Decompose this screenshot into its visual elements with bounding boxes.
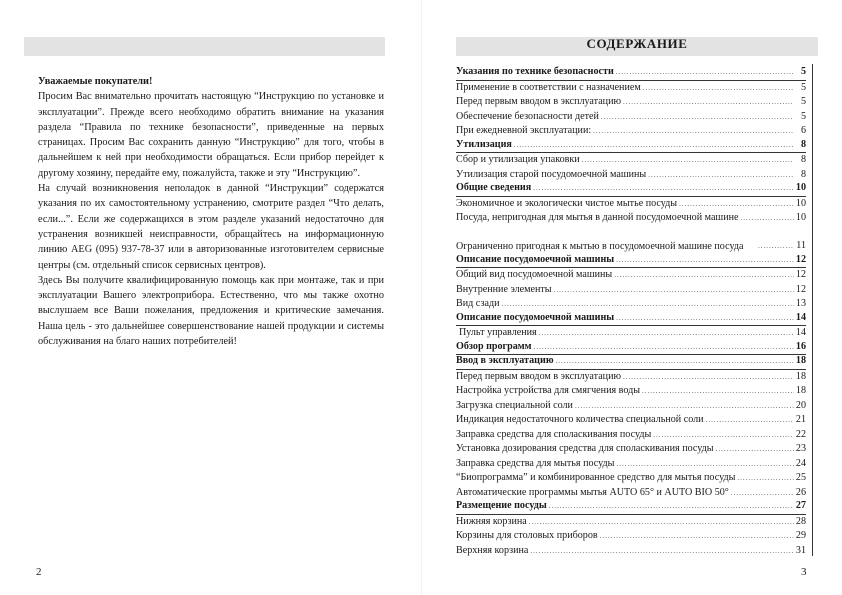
toc-entry [456, 168, 806, 183]
greeting-heading: Уважаемые покупатели! [38, 76, 153, 87]
toc-entry-label: Применение в соответствии с назначением [456, 81, 641, 93]
toc-entry-label: Корзины для столовых приборов [456, 530, 598, 541]
toc-entry [456, 471, 806, 486]
toc-leader-dots [653, 428, 794, 443]
left-header-bar [24, 37, 385, 56]
toc-entry-label: Указания по технике безопасности [456, 66, 614, 77]
toc-leader-dots [758, 239, 794, 254]
toc-entry-label: Ввод в эксплуатацию [456, 355, 554, 366]
toc-entry [456, 326, 806, 341]
toc-entry-page: 14 [795, 311, 806, 323]
toc-leader-dots [556, 354, 794, 369]
toc-leader-dots [554, 283, 794, 298]
toc-entry-page: 23 [795, 443, 806, 454]
toc-entry [456, 515, 806, 530]
toc-entry [456, 428, 806, 443]
toc-leader-dots [533, 181, 794, 196]
toc-entry [456, 486, 806, 501]
toc-leader-dots [679, 197, 794, 212]
toc-entry-page: 24 [795, 457, 806, 469]
toc-entry-label: Нижняя корзина [456, 515, 527, 527]
toc-entry [456, 283, 806, 298]
toc-leader-dots [740, 211, 793, 226]
toc-entry-label: Автоматические программы мытья AUTO 65° и AUTO BIO 50° [456, 486, 729, 498]
toc-entry-page: 27 [795, 500, 806, 511]
toc-entry [456, 399, 806, 414]
toc-entry-label: Размещение посуды [456, 500, 547, 511]
toc-entry-label: Пульт управления [459, 327, 537, 338]
toc-entry [456, 211, 806, 226]
toc-leader-dots [716, 442, 794, 457]
toc-entry-page: 6 [800, 125, 806, 136]
toc-entry [456, 254, 806, 269]
toc-entry [456, 413, 806, 428]
toc-entry-page: 5 [800, 81, 806, 93]
toc-entry-label: Вид сзади [456, 298, 500, 309]
toc-entry-label: Загрузка специальной соли [456, 399, 573, 411]
letter-paragraph-3: Здесь Вы получите квалифицированную помощь как при монтаже, так и при эксплуатации Вашего электроприбора. Естественно, что мы также охотно выслушаем все Ваши пожелания, предложения и критические замечания. Наша цель - это дальнейшее совершенствование нашей продукции и системы обслуживания на благо наших потребителей! [38, 274, 384, 348]
toc-entry-page: 12 [795, 253, 806, 265]
toc-entry-page: 22 [795, 428, 806, 440]
toc-entry [456, 182, 806, 197]
toc-entry-label: Утилизация старой посудомоечной машины [456, 168, 647, 180]
toc-entry [456, 544, 806, 559]
toc-leader-dots [593, 124, 794, 139]
toc-entry [456, 297, 806, 312]
toc-entry-page: 14 [795, 327, 806, 338]
toc-entry [456, 457, 806, 472]
toc-leader-dots [731, 486, 794, 501]
toc-entry [456, 442, 806, 457]
toc-entry-page: 13 [795, 298, 806, 309]
toc-entry [456, 139, 806, 154]
toc-entry-label: Обзор программ [456, 340, 532, 352]
toc-leader-dots [600, 529, 794, 544]
toc-leader-dots [623, 95, 794, 110]
toc-entry [456, 110, 806, 125]
toc-entry [456, 370, 806, 385]
toc-leader-dots [648, 168, 794, 183]
toc-leader-dots [616, 65, 794, 80]
toc-entry-page: 18 [795, 370, 806, 382]
toc-leader-dots [601, 110, 794, 125]
toc-entry [456, 197, 806, 212]
toc-entry-page: 16 [795, 340, 806, 352]
toc-entry-label: Обеспечение безопасности детей [456, 110, 599, 122]
toc-entry-page: 5 [800, 110, 806, 122]
toc-leader-dots [737, 471, 794, 486]
toc-entry-page: 18 [795, 385, 806, 396]
toc-entry-label: Заправка средства для споласкивания посуды [456, 428, 652, 440]
toc-leader-dots [530, 544, 794, 559]
toc-leader-dots [623, 370, 794, 385]
toc-leader-dots [614, 268, 794, 283]
toc-entry-label: Экономичное и экологически чистое мытье посуды [456, 197, 678, 209]
toc-entry-label: “Биопрограмма” и комбинированное средство для мытья посуды [456, 472, 736, 483]
toc-entry-label: Внутренние элементы [456, 283, 552, 295]
toc-entry-page: 26 [795, 486, 806, 498]
toc-entry-page: 12 [795, 269, 806, 280]
toc-entry-label: Ограниченно пригодная к мытью в посудомоечной машине посуда [456, 240, 744, 252]
toc-entry-label: Заправка средства для мытья посуды [456, 457, 615, 469]
toc-entry [456, 384, 806, 399]
toc-entry-label: Перед первым вводом в эксплуатацию [456, 96, 622, 107]
toc-entry-label: Перед первым вводом в эксплуатацию [456, 370, 622, 382]
toc-entry-label: Описание посудомоечной машины [456, 311, 615, 323]
toc-entry [456, 124, 806, 139]
toc-leader-dots [529, 515, 794, 530]
toc-entry-label: Установка дозирования средства для споласкивания посуды [456, 443, 714, 454]
toc-entry-label: При ежедневной эксплуатации: [456, 125, 592, 136]
toc-entry [456, 355, 806, 370]
toc-leader-dots [502, 297, 794, 312]
toc-leader-dots [539, 326, 794, 341]
toc-entry-page: 21 [795, 414, 806, 425]
toc-entry-label: Общий вид посудомоечной машины [456, 269, 613, 280]
toc-entry-page: 5 [800, 96, 806, 107]
toc-entry-page: 29 [795, 530, 806, 541]
toc-entry-label: Настройка устройства для смягчения воды [456, 385, 641, 396]
right-page-number: 3 [801, 566, 807, 578]
toc-leader-dots [514, 138, 794, 153]
toc-entry-page: 8 [800, 138, 806, 150]
toc-entry-page: 11 [796, 240, 806, 251]
toc-leader-dots [575, 399, 794, 414]
letter-paragraph-1: Просим Вас внимательно прочитать настоящую “Инструкцию по установке и эксплуатации”. Прежде всего необходимо обратить внимание на указания раздела “Правила по технике безопасности”, приведенные на первых страницах. Просим Вас сохранить данную “Инструкцию” для того, чтобы в дальнейшем к ней при необходимости обращаться. Если прибор перейдет к другому хозяину, передайте ему, пожалуйста, также и эту “Инструкцию”. [38, 91, 384, 179]
toc-entry [456, 341, 806, 356]
toc-leader-dots [616, 253, 794, 268]
toc-leader-dots [616, 311, 794, 326]
left-page-number: 2 [36, 566, 42, 578]
toc-leader-dots [616, 457, 793, 472]
toc-entry [456, 81, 806, 96]
toc-leader-dots [582, 153, 794, 168]
toc-entry [456, 312, 806, 327]
toc-entry [456, 268, 806, 283]
toc-entry-label: Индикация недостаточного количества специальной соли [456, 414, 704, 425]
toc-leader-dots [706, 413, 794, 428]
toc-entry-label: Посуда, непригодная для мытья в данной посудомоечной машине [456, 212, 739, 223]
toc-leader-dots [549, 499, 794, 514]
toc-entry-page: 20 [795, 399, 806, 411]
toc-entry [456, 529, 806, 544]
toc-entry-page: 31 [795, 544, 806, 556]
toc-entry-label: Общие сведения [456, 182, 532, 193]
toc-entry [456, 226, 806, 254]
toc-leader-dots [643, 81, 794, 96]
toc-entry-page: 18 [795, 355, 806, 366]
toc-entry-page: 10 [795, 197, 806, 209]
toc-entry-label: Верхняя корзина [456, 544, 529, 556]
toc-leader-dots [534, 340, 794, 355]
customer-letter [38, 74, 384, 349]
toc-entry-page: 12 [795, 283, 806, 295]
toc-entry-page: 5 [800, 66, 806, 77]
letter-paragraph-2: На случай возникновения неполадок в данной “Инструкции” содержатся указания по их самостоятельному устранению, смотрите раздел “Что делать, если...”. Если же содержащихся в этом разделе указаний недостаточно для устранения возникшей неисправности, обращайтесь на информационную линию AEG (095) 937-78-37 или в авторизованные изготовителем сервисные центры (см. отдельный список сервисных центров). [38, 183, 384, 271]
toc-right-rule [812, 64, 813, 556]
toc-entry-page: 25 [795, 472, 806, 483]
toc-entry [456, 66, 806, 81]
toc-leader-dots [642, 384, 794, 399]
toc-entry [456, 500, 806, 515]
toc-entry [456, 153, 806, 168]
toc-entry-page: 8 [800, 168, 806, 180]
toc-entry-label: Утилизация [456, 138, 512, 150]
toc-entry-page: 10 [795, 212, 806, 223]
toc-entry-label: Описание посудомоечной машины [456, 253, 615, 265]
table-of-contents [456, 66, 806, 558]
toc-entry [456, 95, 806, 110]
toc-title: СОДЕРЖАНИЕ [586, 36, 688, 51]
toc-entry-page: 8 [800, 154, 806, 165]
page-gutter [421, 0, 422, 595]
toc-entry-label: Сбор и утилизация упаковки [456, 154, 580, 165]
toc-entry-page: 28 [795, 515, 806, 527]
toc-entry-page: 10 [795, 182, 806, 193]
